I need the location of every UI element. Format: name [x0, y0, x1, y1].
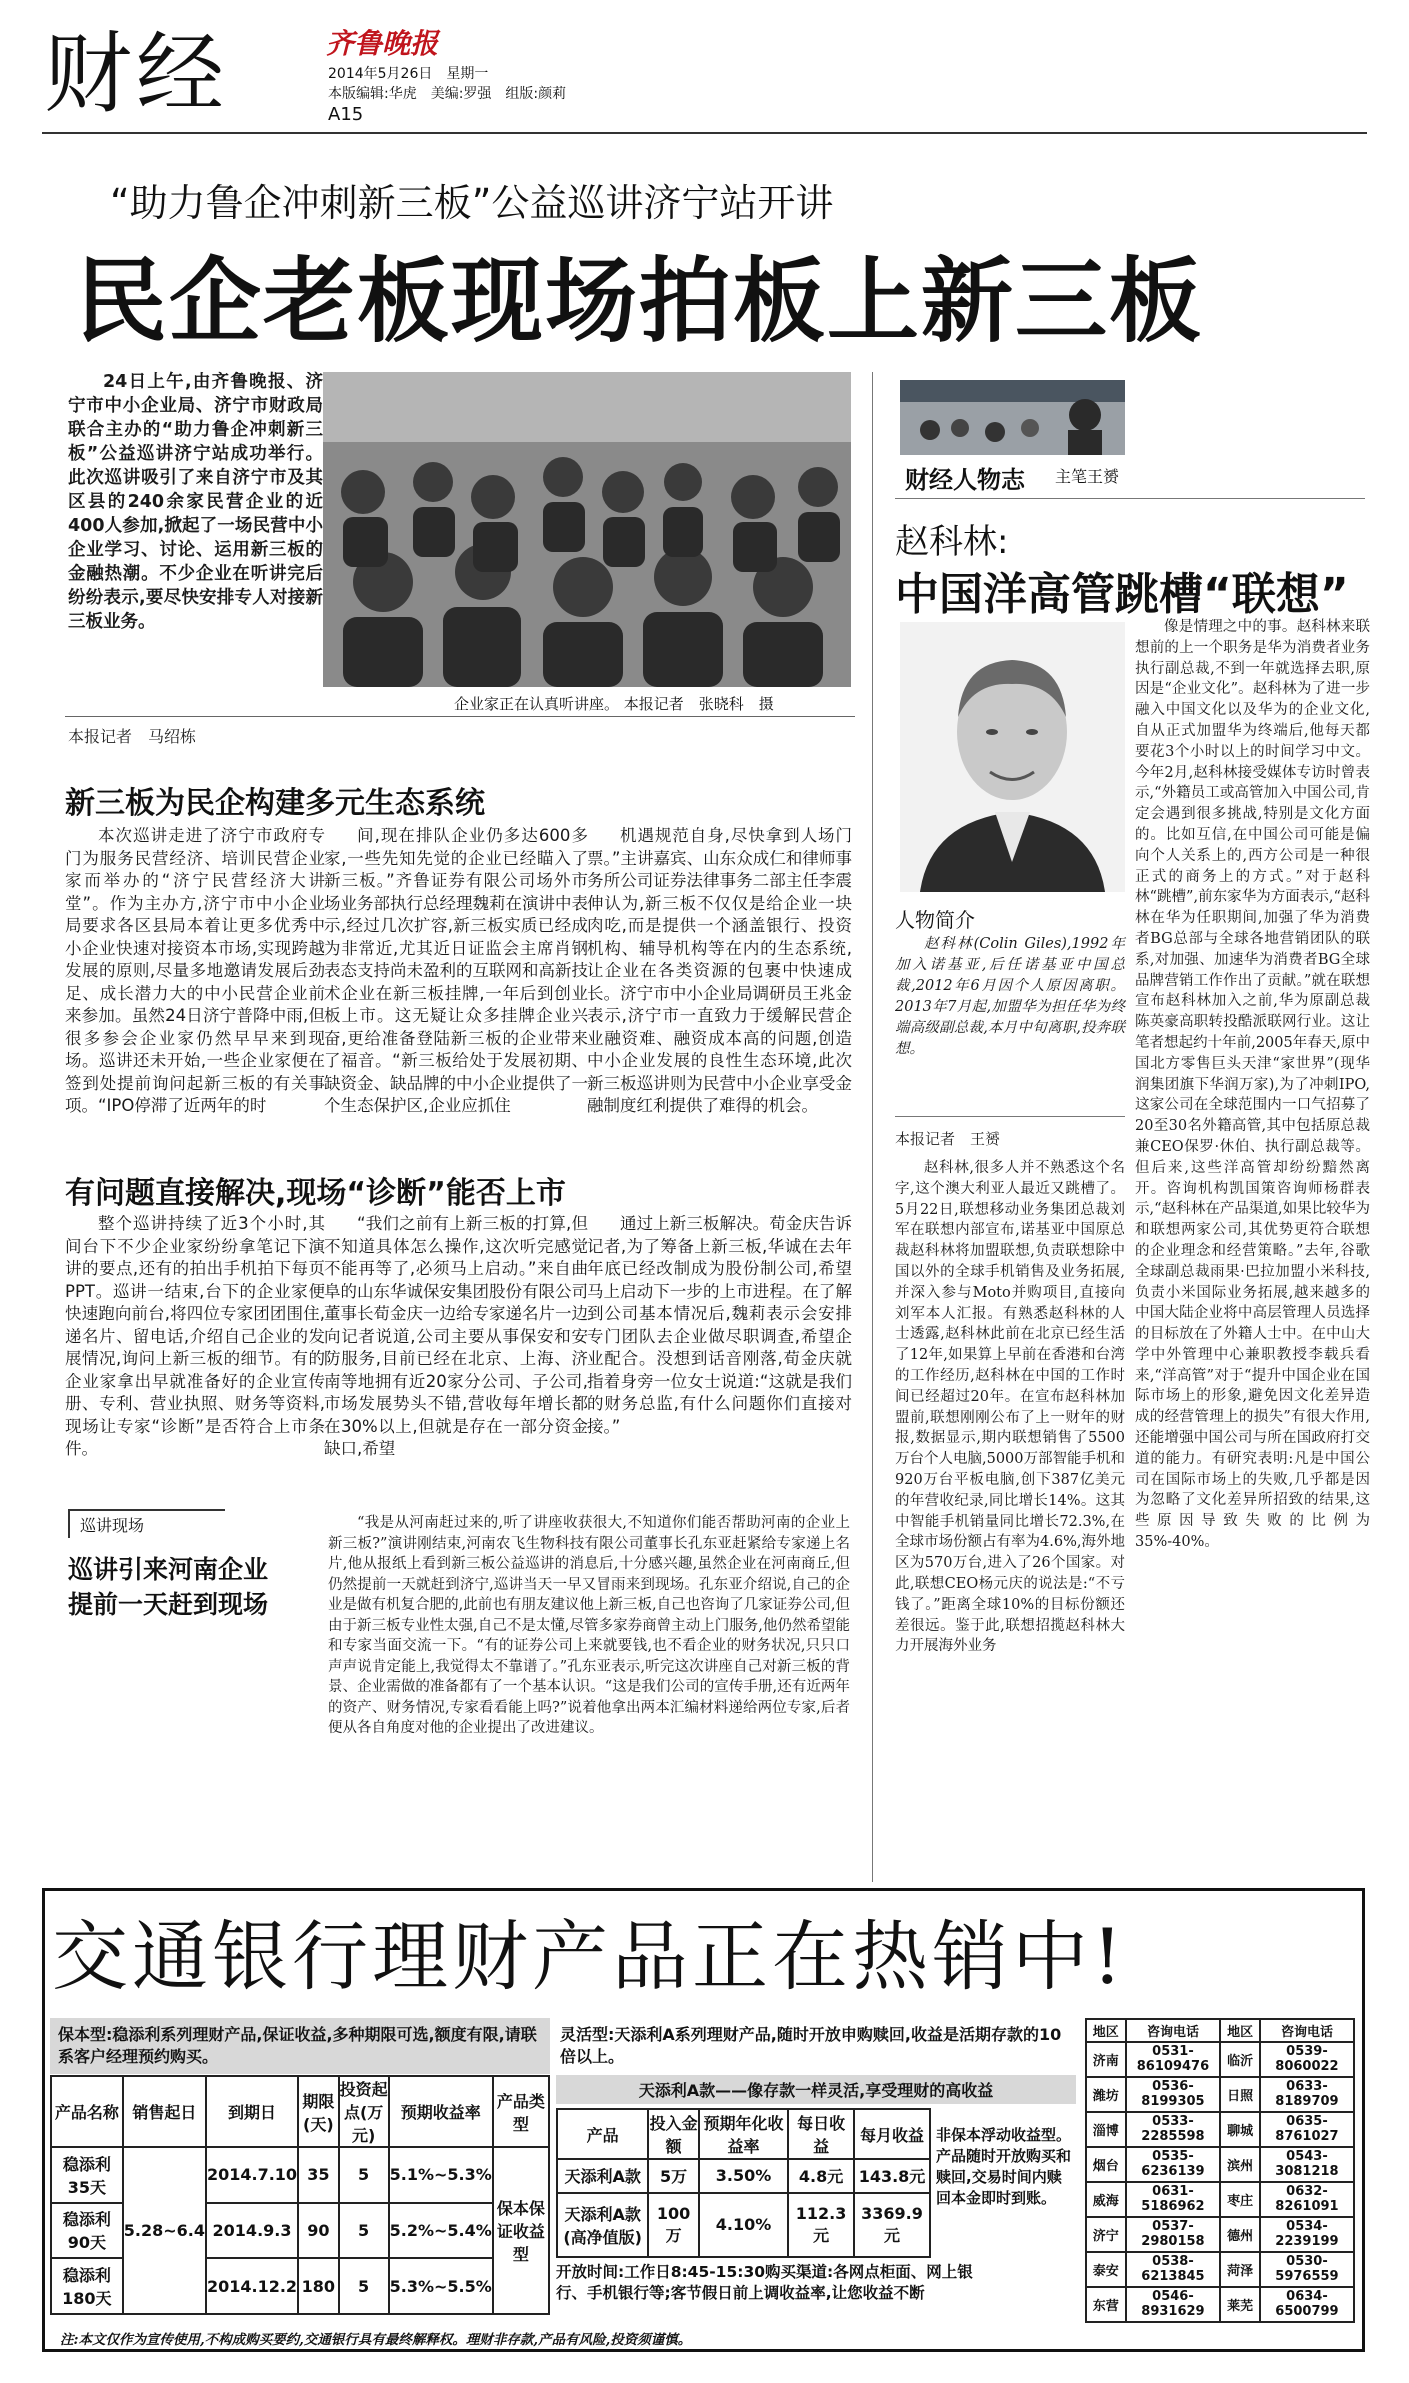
audience-photo-art: [323, 372, 851, 687]
table-cell: 0635-8761027: [1260, 2112, 1354, 2147]
table-cell: 5.3%~5.5%: [389, 2258, 493, 2314]
section1-col3: 机遇规范自身,尽快拿到人场门票。”主讲嘉宾、山东众成仁和律师事务所公司证券法律事务二部主任李震伸认为,新三板不仅仅是给企业一块肉吃,而是提供一个涵盖银行、投资机构、辅导机构等在内的生态系统,让企业在各类资源的包裹中快速成长。济宁市中小企业局调研员王兆金表示,济宁市一直致力于缓解民营企业融资难、融资成本高的问题,创造中小企业发展的良性生态环境,此次新三板巡讲则为民营中小企业享受金融制度红利提供了难得的机会。: [587, 826, 852, 1115]
table-cell: 0632-8261091: [1260, 2182, 1354, 2217]
ad-left-col-5: 预期收益率: [389, 2076, 493, 2147]
ad-mid-note: 非保本浮动收益型。产品随时开放购买和赎回,交易时间内赎回本金即时到账。: [936, 2126, 1072, 2207]
table-cell: 莱芜: [1220, 2287, 1260, 2322]
table-cell: 5.2%~5.4%: [389, 2203, 493, 2259]
table-row-name: 稳添利35天: [51, 2147, 123, 2203]
table-cell: 枣庄: [1220, 2182, 1260, 2217]
ad-left-type: 保本保证收益型: [493, 2147, 549, 2314]
profile-text: 赵科林(Colin Giles),1992年加入诺基亚,后任诺基亚中国总裁,2012年6月因个人原因离职。2013年7月起,加盟华为担任华为终端高级副总裁,本月中旬离职,投奔联想。: [895, 936, 1125, 1057]
table-cell: 2014.12.2: [206, 2258, 298, 2314]
feature-divider: [872, 372, 873, 1882]
table-cell: 0633-8189709: [1260, 2077, 1354, 2112]
ad-right-col: 地区: [1220, 2019, 1260, 2042]
table-cell: 90: [298, 2203, 339, 2259]
column-host: 主笔王赟: [1055, 467, 1120, 486]
table-cell: 2014.9.3: [206, 2203, 298, 2259]
paper-logo: 齐鲁晚报: [326, 27, 439, 60]
table-cell: 5: [339, 2258, 389, 2314]
feature-col-a: 赵科林,很多人并不熟悉这个名字,这个澳大利亚人最近又跳槽了。5月22日,联想移动业务集团总裁刘军在联想内部宣布,诺基亚中国原总裁赵科林将加盟联想,负责联想除中国以外的全球手机销售及业务拓展,并深入参与Moto并购项目,直接向刘军本人汇报。有熟悉赵科林的人士透露,赵科林此前在北京已经生活了12年,如果算上早前在香港和台湾的工作经历,赵科林在中国的工作时间已经超过20年。在宣布赵科林加盟前,联想刚刚公布了上一财年的财报,数据显示,期内联想销售了5500万台个人电脑,5000万部智能手机和920万台平板电脑,创下387亿美元的年营收纪录,同比增长14%。这其中智能手机销量同比增长72.3%,在全球市场份额占有率为4.6%,海外地区为570万台,进入了26个国家。对此,联想CEO杨元庆的说法是:“不亏钱了。”距离全球10%的目标份额还差很远。鉴于此,联想招揽赵科林大力开展海外业务: [895, 1160, 1126, 1655]
table-cell: 菏泽: [1220, 2252, 1260, 2287]
table-cell: 泰安: [1086, 2252, 1126, 2287]
ad-left-sale-date: 5.28~6.4: [123, 2147, 206, 2314]
ad-right-col: 咨询电话: [1126, 2019, 1221, 2042]
ad-left-col-3: 期限(天): [298, 2076, 339, 2147]
table-cell: 烟台: [1086, 2147, 1126, 2182]
ad-title: 交通银行理财产品正在热销中!: [52, 1912, 1127, 2001]
section2-title: 有问题直接解决,现场“诊断”能否上市: [65, 1176, 566, 1211]
sidebar-tag-label: 巡讲现场: [80, 1516, 145, 1535]
table-cell: 0634-6500799: [1260, 2287, 1354, 2322]
sidebar-title-2: 提前一天赶到现场: [68, 1590, 269, 1619]
portrait-art: [900, 622, 1125, 892]
ad-left-col-2: 到期日: [206, 2076, 298, 2147]
feature-name: 赵科林:: [895, 522, 1009, 562]
section1-col2: 间,现在排队企业仍多达600多家,一些先知先觉的企业已经瞄入了新三板。”齐鲁证券有限公司场外市场业务部执行总经理魏莉在演讲中表示,经过几次扩容,新三板实质已经成为非常近,尤其近日证监会主席肖钢表态支持尚未盈利的互联网和高新技术企业在新三板挂牌,一年后到创业板上市。这无疑让众多挂牌企业兴奋,更给准备登陆新三板的企业带来了福音。“新三板给处于发展初期、缺资金、缺品牌的中小企业提供了一个生态保护区,企业应抓住: [324, 826, 588, 1115]
table-cell: 143.8元: [854, 2159, 930, 2193]
table-cell: 5万: [648, 2159, 699, 2193]
table-cell: 天添利A款: [557, 2159, 648, 2193]
table-cell: 0537-2980158: [1126, 2217, 1221, 2252]
table-cell: 淄博: [1086, 2112, 1126, 2147]
ad-left-col-1: 销售起日: [123, 2076, 206, 2147]
table-cell: 3369.9元: [854, 2193, 930, 2257]
table-cell: 0543-3081218: [1260, 2147, 1354, 2182]
table-cell: 济宁: [1086, 2217, 1126, 2252]
section-title: 财经: [44, 22, 229, 125]
table-cell: 0535-6236139: [1126, 2147, 1221, 2182]
table-cell: 威海: [1086, 2182, 1126, 2217]
table-cell: 2014.7.10: [206, 2147, 298, 2203]
table-cell: 100万: [648, 2193, 699, 2257]
table-cell: 0534-2239199: [1260, 2217, 1354, 2252]
table-cell: 0546-8931629: [1126, 2287, 1221, 2322]
table-cell: 3.50%: [699, 2159, 788, 2193]
table-cell: 0538-6213845: [1126, 2252, 1221, 2287]
audience-photo: [323, 372, 851, 687]
ad-mid-col: 产品: [557, 2109, 648, 2159]
section2-col2: “我们之前有上新三板的打算,但不知道具体怎么操作,这次听完感觉不能再等了,必须马上启动。”来自曲阜的山东华诚保安集团股份有限公司董事长荀金庆一边给专家递名片一边向记者说道,公司主要从事保安和安防服务,目前已经在北京、上海、济南等地拥有近20家分公司、子公司,市场发展势头不错,营收每年增长都在30%以上,但就是存在一部分资金缺口,希望: [324, 1214, 588, 1458]
table-cell: 德州: [1220, 2217, 1260, 2252]
table-cell: 0539-8060022: [1260, 2042, 1354, 2077]
table-cell: 济南: [1086, 2042, 1126, 2077]
table-cell: 4.8元: [788, 2159, 854, 2193]
table-cell: 潍坊: [1086, 2077, 1126, 2112]
ad-right-table: [1085, 2018, 1355, 2323]
ad-footer: 注:本文仅作为宣传使用,不构成购买要约,交通银行具有最终解释权。理财非存款,产品有风险,投资须谨慎。: [60, 2332, 692, 2348]
ad-mid-col: 每月收益: [854, 2109, 930, 2159]
ad-left-table: [50, 2075, 550, 2315]
table-cell: 滨州: [1220, 2147, 1260, 2182]
table-cell: 112.3元: [788, 2193, 854, 2257]
issue-date: 2014年5月26日 星期一: [328, 66, 489, 82]
table-cell: 临沂: [1220, 2042, 1260, 2077]
lead-rule: [65, 716, 855, 717]
table-cell: 35: [298, 2147, 339, 2203]
headline-title: 民企老板现场拍板上新三板: [75, 248, 1204, 355]
table-cell: 4.10%: [699, 2193, 788, 2257]
lead-byline: 本报记者 马绍栋: [68, 727, 197, 746]
profile-rule: [895, 1116, 1125, 1117]
column-banner-art: [900, 380, 1125, 455]
section1-col1: 本次巡讲走进了济宁市政府专门为服务民营经济、培训民营企业家而举办的“济宁民营经济大讲堂”。作为主办方,济宁市中小企业局要求各区县局本着让更多优秀中小企业快速对接资本市场,实现跨越发展的原则,尽量多地邀请发展后劲足、成长潜力大的中小民营企业前来参加。虽然24日济宁普降中雨,但很多参会企业家仍然早早来到现场。巡讲还未开始,一些企业家便在签到处提前询问起新三板的有关事项。“IPO停滞了近两年的时: [65, 826, 325, 1115]
table-cell: 0530-5976559: [1260, 2252, 1354, 2287]
table-cell: 日照: [1220, 2077, 1260, 2112]
feature-col-b: 像是情理之中的事。赵科林来联想前的上一个职务是华为消费者业务执行副总裁,不到一年就选择去职,原因是“企业文化”。赵科林为了进一步融入中国文化以及华为的企业文化,自从正式加盟华为终端后,他每天都要花3个小时以上的时间学习中文。今年2月,赵科林接受媒体专访时曾表示,“外籍员工或高管加入中国公司,肯定会遇到很多挑战,特别是文化方面的。比如互信,在中国公司可能是偏向个人关系上的,西方公司是一种很正式的商务上的方式。”对于赵科林“跳槽”,前东家华为方面表示,“赵科林在华为任职期间,加强了华为消费者BG总部与全球各地营销团队的联系,对加强、加速华为消费者BG全球品牌营销工作作出了贡献。”就在联想宣布赵科林加入之前,华为原副总裁陈英豪高职转投酷派联网行业。这让笔者想起约十年前,2005年春天,原中国北方零售巨头天津“家世界”(现华润集团旗下华润万家),为了冲刺IPO,这家公司在全球范围内一口气招募了20至30名外籍高管,其中包括原总裁兼CEO保罗·休伯、执行副总裁等。但后来,这些洋高管却纷纷黯然离开。咨询机构凯国策咨询师杨群表示,“赵科林在产品渠道,如果比较华为和联想两家公司,其优势更符合联想的企业理念和经营策略。”去年,谷歌全球副总裁雨果·巴拉加盟小米科技,负责小米国际业务拓展,越来越多的中国大陆企业将中高层管理人员选择的目标放在了外籍人士中。在中山大学中外管理中心兼职教授李载兵看来,“洋高管”对于“提升中国企业在国际市场上的形象,避免因文化差异造成的经营管理上的损失”有很大作用,还能增强中国公司与所在国政府打交道的能力。有研究表明:凡是中国公司在国际市场上的失败,几乎都是因为忽略了文化差异所招致的结果,这些原因导致失败的比例为35%-40%。: [1135, 619, 1370, 1551]
lead-text: 24日上午,由齐鲁晚报、济宁市中小企业局、济宁市财政局联合主办的“助力鲁企冲刺新三板”公益巡讲济宁站成功举行。此次巡讲吸引了来自济宁市及其区县的240余家民营企业的近400人参加,掀起了一场民营中小企业学习、讨论、运用新三板的金融热潮。不少企业在听讲完后纷纷表示,要尽快安排专人对接新三板业务。: [68, 372, 323, 632]
feature-byline: 本报记者 王赟: [895, 1130, 1001, 1148]
ad-mid-col: 预期年化收益率: [699, 2109, 788, 2159]
section2-col3: 通过上新三板解决。荀金庆告诉记者,为了筹备上新三板,华诚在去年年底已经改制成为股份制公司,希望马上启动下一步的上市进程。在了解到公司基本情况后,魏莉表示会安排专门团队去企业做尽职调查,希望企业配合。没想到话音刚落,荀金庆就指着身旁一位女士说道:“这就是我们的财务总监,有什么问题你们直接对接。”: [587, 1214, 852, 1436]
sidebar-title-1: 巡讲引来河南企业: [68, 1555, 269, 1584]
sidebar-text: “我是从河南赶过来的,听了讲座收获很大,不知道你们能否帮助河南的企业上新三板?”演讲刚结束,河南农飞生物科技有限公司董事长孔东亚赶紧给专家递上名片,他从报纸上看到新三板公益巡讲的消息后,十分感兴趣,虽然企业在河南商丘,但仍然提前一天就赶到济宁,巡讲当天一早又冒雨来到现场。孔东亚介绍说,自己的企业是做有机复合肥的,此前也有朋友建议他上新三板,自己也咨询了几家证券公司,但由于新三板专业性太强,自己不是太懂,尽管多家券商曾主动上门服务,他仍然希望能和专家当面交流一下。“有的证券公司上来就要钱,也不看企业的财务状况,只只口声声说肯定能上,我觉得太不靠谱了。”孔东亚表示,听完这次讲座自己对新三板的背景、企业需做的准备都有了一个基本认识。“这是我们公司的宣传手册,还有近两年的资产、财务情况,专家看看能上吗?”说着他拿出两本汇编材料递给两位专家,后者便从各自角度对他的企业提出了改进建议。: [328, 1515, 850, 1736]
column-label: 财经人物志: [905, 466, 1025, 494]
table-cell: 0536-8199305: [1126, 2077, 1221, 2112]
table-row-name: 稳添利180天: [51, 2258, 123, 2314]
sidebar-tag: [68, 1509, 225, 1538]
table-cell: 5.1%~5.3%: [389, 2147, 493, 2203]
table-cell: 聊城: [1220, 2112, 1260, 2147]
table-cell: 0631-5186962: [1126, 2182, 1221, 2217]
table-cell: 5: [339, 2203, 389, 2259]
table-cell: 5: [339, 2147, 389, 2203]
masthead-rule: [42, 132, 1367, 134]
table-cell: 0531-86109476: [1126, 2042, 1221, 2077]
editors-line: 本版编辑:华虎 美编:罗强 组版:颜莉: [328, 86, 567, 102]
ad-mid-open: 开放时间:工作日8:45-15:30购买渠道:各网点柜面、网上银行、手机银行等;客节假日前上调收益率,让您收益不断: [556, 2263, 973, 2302]
portrait-photo: [900, 622, 1125, 892]
profile-label: 人物简介: [895, 908, 975, 932]
headline-kicker: “助力鲁企冲刺新三板”公益巡讲济宁站开讲: [110, 181, 834, 225]
ad-mid-header: 灵活型:天添利A系列理财产品,随时开放申购赎回,收益是活期存款的10倍以上。: [560, 2025, 1062, 2066]
feature-title: 中国洋高管跳槽“联想”: [895, 569, 1349, 620]
table-row-name: 稳添利90天: [51, 2203, 123, 2259]
ad-right-col: 咨询电话: [1260, 2019, 1354, 2042]
ad-mid-col: 每日收益: [788, 2109, 854, 2159]
table-cell: 东营: [1086, 2287, 1126, 2322]
page-number: A15: [328, 104, 364, 125]
column-banner-photo: [900, 380, 1125, 455]
photo-caption: 企业家正在认真听讲座。 本报记者 张晓科 摄: [454, 695, 774, 713]
section2-col1: 整个巡讲持续了近3个小时,其间台下不少企业家纷纷拿笔记下演讲的要点,还有的拍出手机拍下每页PPT。巡讲一结束,台下的企业家便快速跑向前台,将四位专家团团围住,递名片、留电话,介绍自己企业的发展情况,询问上新三板的细节。有的企业家拿出早就准备好的企业宣传册、专利、营业执照、财务等资料,现场让专家“诊断”是否符合上市条件。: [65, 1214, 325, 1458]
ad-right-col: 地区: [1086, 2019, 1126, 2042]
ad-left-col-0: 产品名称: [51, 2076, 123, 2147]
section1-title: 新三板为民企构建多元生态系统: [65, 786, 485, 821]
ad-left-header: 保本型:稳添利系列理财产品,保证收益,多种期限可选,额度有限,请联系客户经理预约购买。: [50, 2018, 550, 2074]
feature-top-rule: [895, 498, 1365, 499]
table-cell: 0533-2285598: [1126, 2112, 1221, 2147]
ad-mid-sub: 天添利A款——像存款一样灵活,享受理财的高收益: [556, 2075, 1076, 2104]
table-cell: 180: [298, 2258, 339, 2314]
ad-left-col-6: 产品类型: [493, 2076, 549, 2147]
ad-mid-table: [556, 2108, 931, 2258]
ad-left-col-4: 投资起点(万元): [339, 2076, 389, 2147]
table-cell: 天添利A款(高净值版): [557, 2193, 648, 2257]
ad-mid-col: 投入金额: [648, 2109, 699, 2159]
